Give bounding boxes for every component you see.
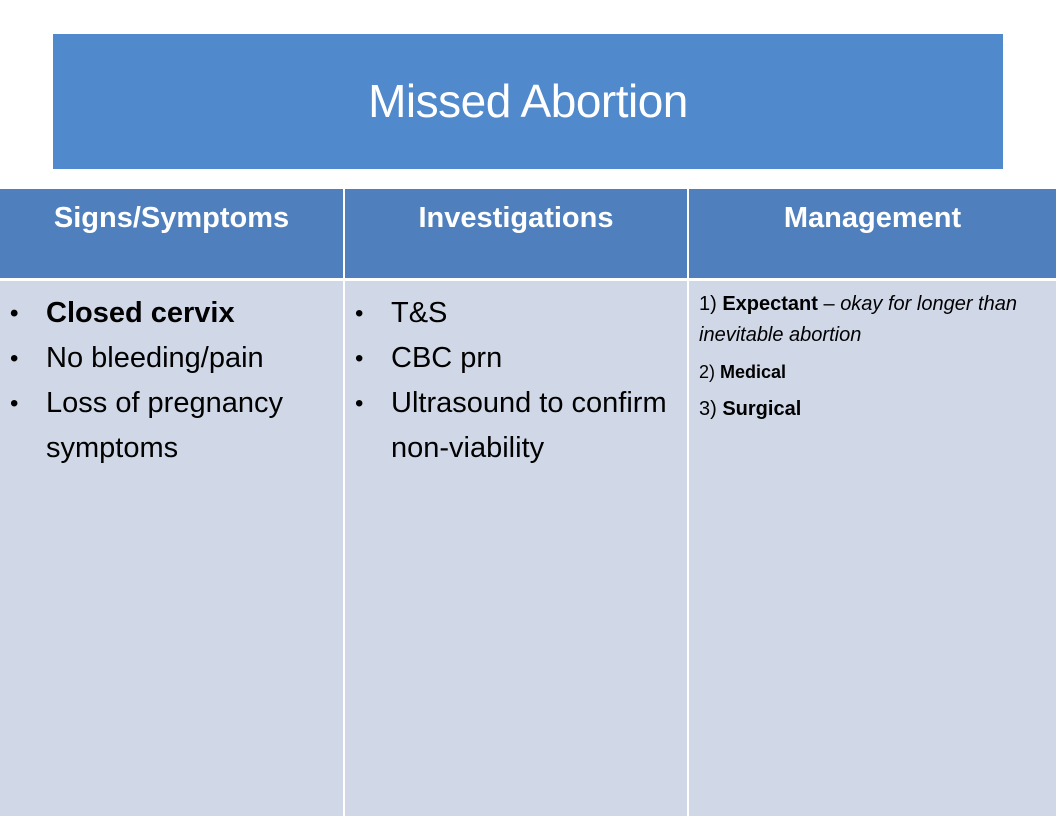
slide-title: Missed Abortion <box>368 74 688 127</box>
investigation-cbc: CBC prn <box>391 341 503 374</box>
investigations-cell <box>344 279 688 816</box>
header-row <box>0 189 1056 279</box>
list-item <box>10 381 331 471</box>
list-item <box>10 291 331 336</box>
header-investigations: Investigations <box>344 189 688 279</box>
list-item <box>355 336 675 381</box>
item-label: Surgical <box>722 397 802 420</box>
investigations-list <box>345 281 687 471</box>
management-cell <box>688 279 1056 816</box>
content-row <box>0 279 1056 816</box>
item-number: 1) <box>699 292 723 315</box>
management-item-expectant <box>699 289 1032 351</box>
management-list <box>689 281 1056 425</box>
item-number: 3) <box>699 397 723 420</box>
management-item-surgical <box>699 394 1032 425</box>
investigation-ts: T&S <box>391 296 448 329</box>
item-label: Expectant <box>722 292 818 315</box>
sign-loss-of-symptoms: Loss of pregnancy symptoms <box>46 386 283 464</box>
signs-cell <box>0 279 344 816</box>
management-item-medical <box>699 357 1032 388</box>
list-item <box>355 381 675 471</box>
bullet-icon: • <box>10 344 19 372</box>
item-note: okay for longer than inevitable abortion <box>699 292 1017 346</box>
title-banner <box>53 34 1003 169</box>
investigation-ultrasound: Ultrasound to confirm non-viability <box>391 386 667 464</box>
bullet-icon: • <box>10 299 19 327</box>
header-management: Management <box>688 189 1056 279</box>
info-table <box>0 189 1056 816</box>
bullet-icon: • <box>10 389 19 417</box>
list-item <box>355 291 675 336</box>
header-signs-symptoms: Signs/Symptoms <box>0 189 344 279</box>
sign-no-bleeding: No bleeding/pain <box>46 341 264 374</box>
item-label: Medical <box>720 361 787 382</box>
bullet-icon: • <box>355 344 364 372</box>
signs-list <box>0 281 343 471</box>
sign-closed-cervix: Closed cervix <box>46 296 235 329</box>
list-item <box>10 336 331 381</box>
bullet-icon: • <box>355 389 364 417</box>
item-separator: – <box>817 292 841 315</box>
item-number: 2) <box>699 361 721 382</box>
bullet-icon: • <box>355 299 364 327</box>
